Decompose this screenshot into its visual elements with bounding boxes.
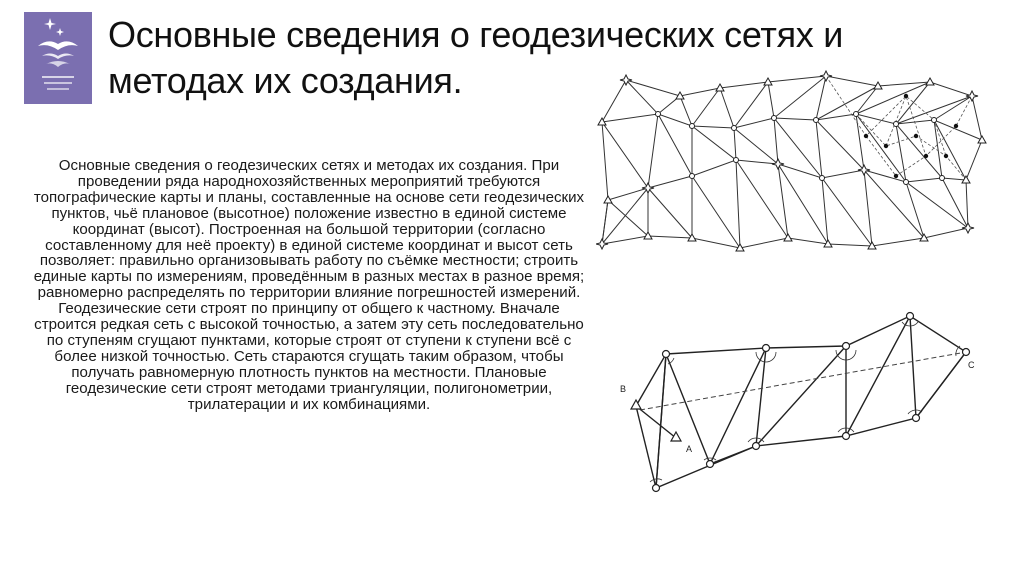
point-a-label: A: [686, 444, 693, 454]
triangulation-chain-figure: [616, 306, 988, 502]
slide-title: Основные сведения о геодезических сетях и методах их создания.: [108, 14, 843, 101]
university-logo-icon: [24, 12, 92, 104]
point-b-label: B: [620, 384, 627, 394]
slide-body-text: Основные сведения о геодезических сетях и методах их создания. При проведении ряда народнохозяйственных мероприятий требуются топографические карты и планы, составленные на основе сети геодезических пунктов, чьё плановое (высотное) положение известно в единой системе координат (высот). Построенная на большой территории (согласно составленному для неё проекту) в единой системе координат и высот сеть позволяет: правильно организовывать работу по съёмке местности; строить единые карты по измерениям, проведённым в разных местах в разное время; равномерно распределять по территории влияние погрешностей измерений. Геодезические сети строят по принципу от общего к частному. Вначале строится редкая сеть с высокой точностью, а затем эту сеть последовательно по ступеням сгущают пунктами, которые строят от ступени к ступени всё с более низкой точностью. Сеть стараются сгущать таким образом, чтобы получать равномерную плотность пунктов на местности. Плановые геодезические сети строят методами триангуляции, полигонометрии, трилатерации и их комбинациями.: [33, 157, 585, 413]
triangulation-network-figure: [596, 66, 996, 256]
point-c-label: C: [968, 360, 975, 370]
